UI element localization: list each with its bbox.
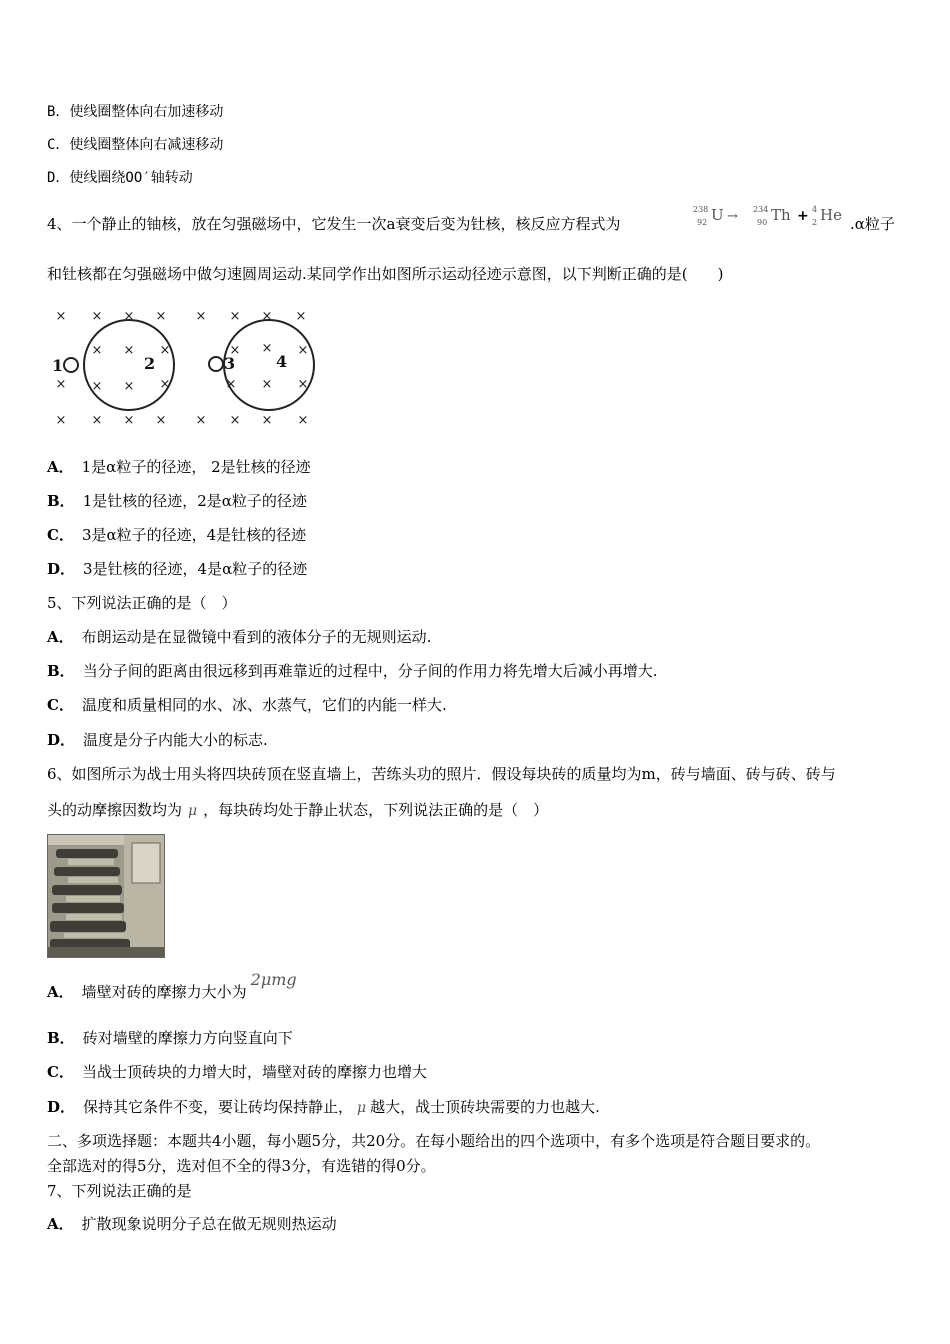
field-cross-mark: × bbox=[55, 413, 67, 428]
field-cross-mark: × bbox=[91, 343, 103, 358]
field-cross-mark: × bbox=[261, 309, 273, 324]
q6-option-c-text: 当战士顶砖块的力增大时，墙壁对砖的摩擦力也增大 bbox=[81, 1063, 427, 1081]
q4-option-d bbox=[47, 559, 307, 579]
nuclear-equation-svg bbox=[693, 201, 848, 237]
track-diagram bbox=[47, 298, 317, 430]
field-cross-mark: × bbox=[123, 309, 135, 324]
q4-stem-text: 4、一个静止的铀核，放在匀强磁场中，它发生一次a衰变后变为钍核，核反应方程式为 bbox=[47, 215, 621, 233]
q6-option-c bbox=[47, 1062, 427, 1082]
mu-symbol: μ bbox=[188, 803, 198, 819]
field-cross-mark: × bbox=[55, 309, 67, 324]
q5-option-c bbox=[47, 695, 447, 715]
q6-option-a-label: A． bbox=[47, 983, 74, 1001]
u-mass: 238 bbox=[693, 205, 709, 214]
field-cross-mark: × bbox=[159, 377, 171, 392]
th-mass: 234 bbox=[753, 205, 769, 214]
q5-option-c-label: C． bbox=[47, 696, 74, 714]
q4-stem-line2: 和钍核都在匀强磁场中做匀速圆周运动.某同学作出如图所示运动径迹示意图，以下判断正确的是( ) bbox=[47, 265, 724, 283]
field-cross-mark: × bbox=[91, 309, 103, 324]
field-cross-mark: × bbox=[295, 309, 307, 324]
q6-option-d-label: D． bbox=[47, 1098, 76, 1116]
photo-illustration bbox=[48, 835, 164, 957]
q7-option-a-text: 扩散现象说明分子总在做无规则热运动 bbox=[81, 1215, 337, 1233]
section2-heading-line1: 二、多项选择题：本题共4小题，每小题5分，共20分。在每小题给出的四个选项中，有多个选项是符合题目要求的。 bbox=[47, 1132, 821, 1150]
q6-option-b-label: B． bbox=[47, 1029, 75, 1047]
field-cross-mark: × bbox=[229, 413, 241, 428]
he-symbol: He bbox=[820, 206, 842, 224]
q4-option-c-label: C． bbox=[47, 526, 74, 544]
field-cross-mark: × bbox=[91, 379, 103, 394]
q3-option-d: D．使线圈绕OO′轴转动 bbox=[47, 170, 193, 186]
track-4-circle bbox=[224, 320, 314, 410]
field-cross-mark: × bbox=[225, 377, 237, 392]
label-2: 2 bbox=[144, 354, 156, 373]
field-cross-mark: × bbox=[297, 377, 309, 392]
q4-stem-line1-end: .α粒子 bbox=[850, 215, 895, 233]
q5-stem: 5、下列说法正确的是（ ） bbox=[47, 594, 237, 612]
field-cross-mark: × bbox=[297, 413, 309, 428]
q7-stem: 7、下列说法正确的是 bbox=[47, 1182, 192, 1200]
formula-2-mu-mg: 2μmg bbox=[250, 970, 297, 989]
q6-option-a bbox=[47, 970, 297, 1008]
q4-option-b-label: B． bbox=[47, 492, 75, 510]
q7-option-a bbox=[47, 1214, 337, 1234]
q5-option-a bbox=[47, 627, 431, 647]
field-cross-mark: × bbox=[123, 379, 135, 394]
field-cross-mark: × bbox=[229, 309, 241, 324]
label-4: 4 bbox=[276, 352, 288, 371]
q4-track-figure bbox=[47, 298, 317, 430]
label-3: 3 bbox=[224, 354, 236, 373]
q4-option-d-label: D． bbox=[47, 560, 76, 578]
q5-option-d bbox=[47, 730, 268, 750]
field-cross-mark: × bbox=[297, 343, 309, 358]
q4-option-c bbox=[47, 525, 306, 545]
q4-option-d-text: 3是钍核的径迹，4是α粒子的径迹 bbox=[83, 560, 308, 578]
q5-option-d-text: 温度是分子内能大小的标志. bbox=[83, 731, 268, 749]
q4-option-b bbox=[47, 491, 307, 511]
th-charge: 90 bbox=[757, 218, 768, 227]
q6-option-d-text-b: 越大，战士顶砖块需要的力也越大. bbox=[370, 1098, 600, 1116]
q6-option-d-text-a: 保持其它条件不变，要让砖均保持静止， bbox=[83, 1098, 354, 1116]
th-symbol: Th bbox=[771, 206, 791, 224]
mu-symbol-2: μ bbox=[357, 1100, 367, 1116]
q6-option-b bbox=[47, 1028, 293, 1048]
field-cross-mark: × bbox=[123, 413, 135, 428]
q4-option-a-label: A． bbox=[47, 458, 74, 476]
track-1-circle bbox=[64, 358, 78, 372]
he-charge: 2 bbox=[812, 218, 818, 227]
field-cross-mark: × bbox=[91, 413, 103, 428]
u-symbol: U bbox=[711, 206, 724, 224]
q6-option-c-label: C． bbox=[47, 1063, 74, 1081]
u-charge: 92 bbox=[697, 218, 708, 227]
q6-option-b-text: 砖对墙壁的摩擦力方向竖直向下 bbox=[82, 1029, 293, 1047]
q7-option-a-label: A． bbox=[47, 1215, 74, 1233]
field-cross-mark: × bbox=[261, 341, 273, 356]
q5-option-d-label: D． bbox=[47, 731, 76, 749]
field-cross-mark: × bbox=[155, 309, 167, 324]
q4-option-c-text: 3是α粒子的径迹，4是钍核的径迹 bbox=[81, 526, 307, 544]
nuclear-equation bbox=[693, 201, 848, 237]
q5-option-a-text: 布朗运动是在显微镜中看到的液体分子的无规则运动. bbox=[81, 628, 432, 646]
q6-option-a-text: 墙壁对砖的摩擦力大小为 bbox=[81, 983, 247, 1001]
field-cross-mark: × bbox=[261, 377, 273, 392]
label-1: 1 bbox=[52, 356, 64, 375]
q5-option-c-text: 温度和质量相同的水、冰、水蒸气，它们的内能一样大. bbox=[81, 696, 447, 714]
he-mass: 4 bbox=[812, 205, 818, 214]
q6-option-d bbox=[47, 1097, 600, 1118]
field-cross-mark: × bbox=[55, 377, 67, 392]
q4-stem-line1 bbox=[47, 214, 621, 234]
q6-stem-line2-a: 头的动摩擦因数均为 bbox=[47, 801, 183, 819]
field-cross-mark: × bbox=[195, 413, 207, 428]
q5-option-b-text: 当分子间的距离由很远移到再难靠近的过程中，分子间的作用力将先增大后减小再增大. bbox=[82, 662, 658, 680]
section2-heading-line2: 全部选对的得5分，选对但不全的得3分，有选错的得0分。 bbox=[47, 1157, 436, 1175]
field-cross-mark: × bbox=[159, 343, 171, 358]
field-cross-mark: × bbox=[155, 413, 167, 428]
field-cross-mark: × bbox=[195, 309, 207, 324]
q5-option-a-label: A． bbox=[47, 628, 74, 646]
field-cross-mark: × bbox=[123, 343, 135, 358]
q4-option-a bbox=[47, 457, 311, 477]
q4-option-a-text: 1是α粒子的径迹， 2是钍核的径迹 bbox=[81, 458, 311, 476]
q6-stem-line2-b: ，每块砖均处于静止状态，下列说法正确的是（ ） bbox=[203, 801, 549, 819]
q3-option-b: B．使线圈整体向右加速移动 bbox=[47, 104, 224, 120]
track-2-circle bbox=[84, 320, 174, 410]
q5-option-b-label: B． bbox=[47, 662, 75, 680]
field-cross-mark: × bbox=[261, 413, 273, 428]
q3-option-c: C．使线圈整体向右减速移动 bbox=[47, 137, 224, 153]
q6-stem-line1: 6、如图所示为战士用头将四块砖顶在竖直墙上，苦练头功的照片．假设每块砖的质量均为m，砖与墙面、砖与砖、砖与 bbox=[47, 765, 836, 783]
soldier-brick-photo bbox=[47, 834, 165, 958]
track-3-circle bbox=[209, 357, 223, 371]
field-cross-mark: × bbox=[229, 343, 241, 358]
q5-option-b bbox=[47, 661, 657, 681]
plus: + bbox=[797, 208, 809, 224]
arrow: → bbox=[727, 209, 738, 224]
q4-option-b-text: 1是钍核的径迹，2是α粒子的径迹 bbox=[82, 492, 307, 510]
q6-stem-line2 bbox=[47, 800, 548, 821]
